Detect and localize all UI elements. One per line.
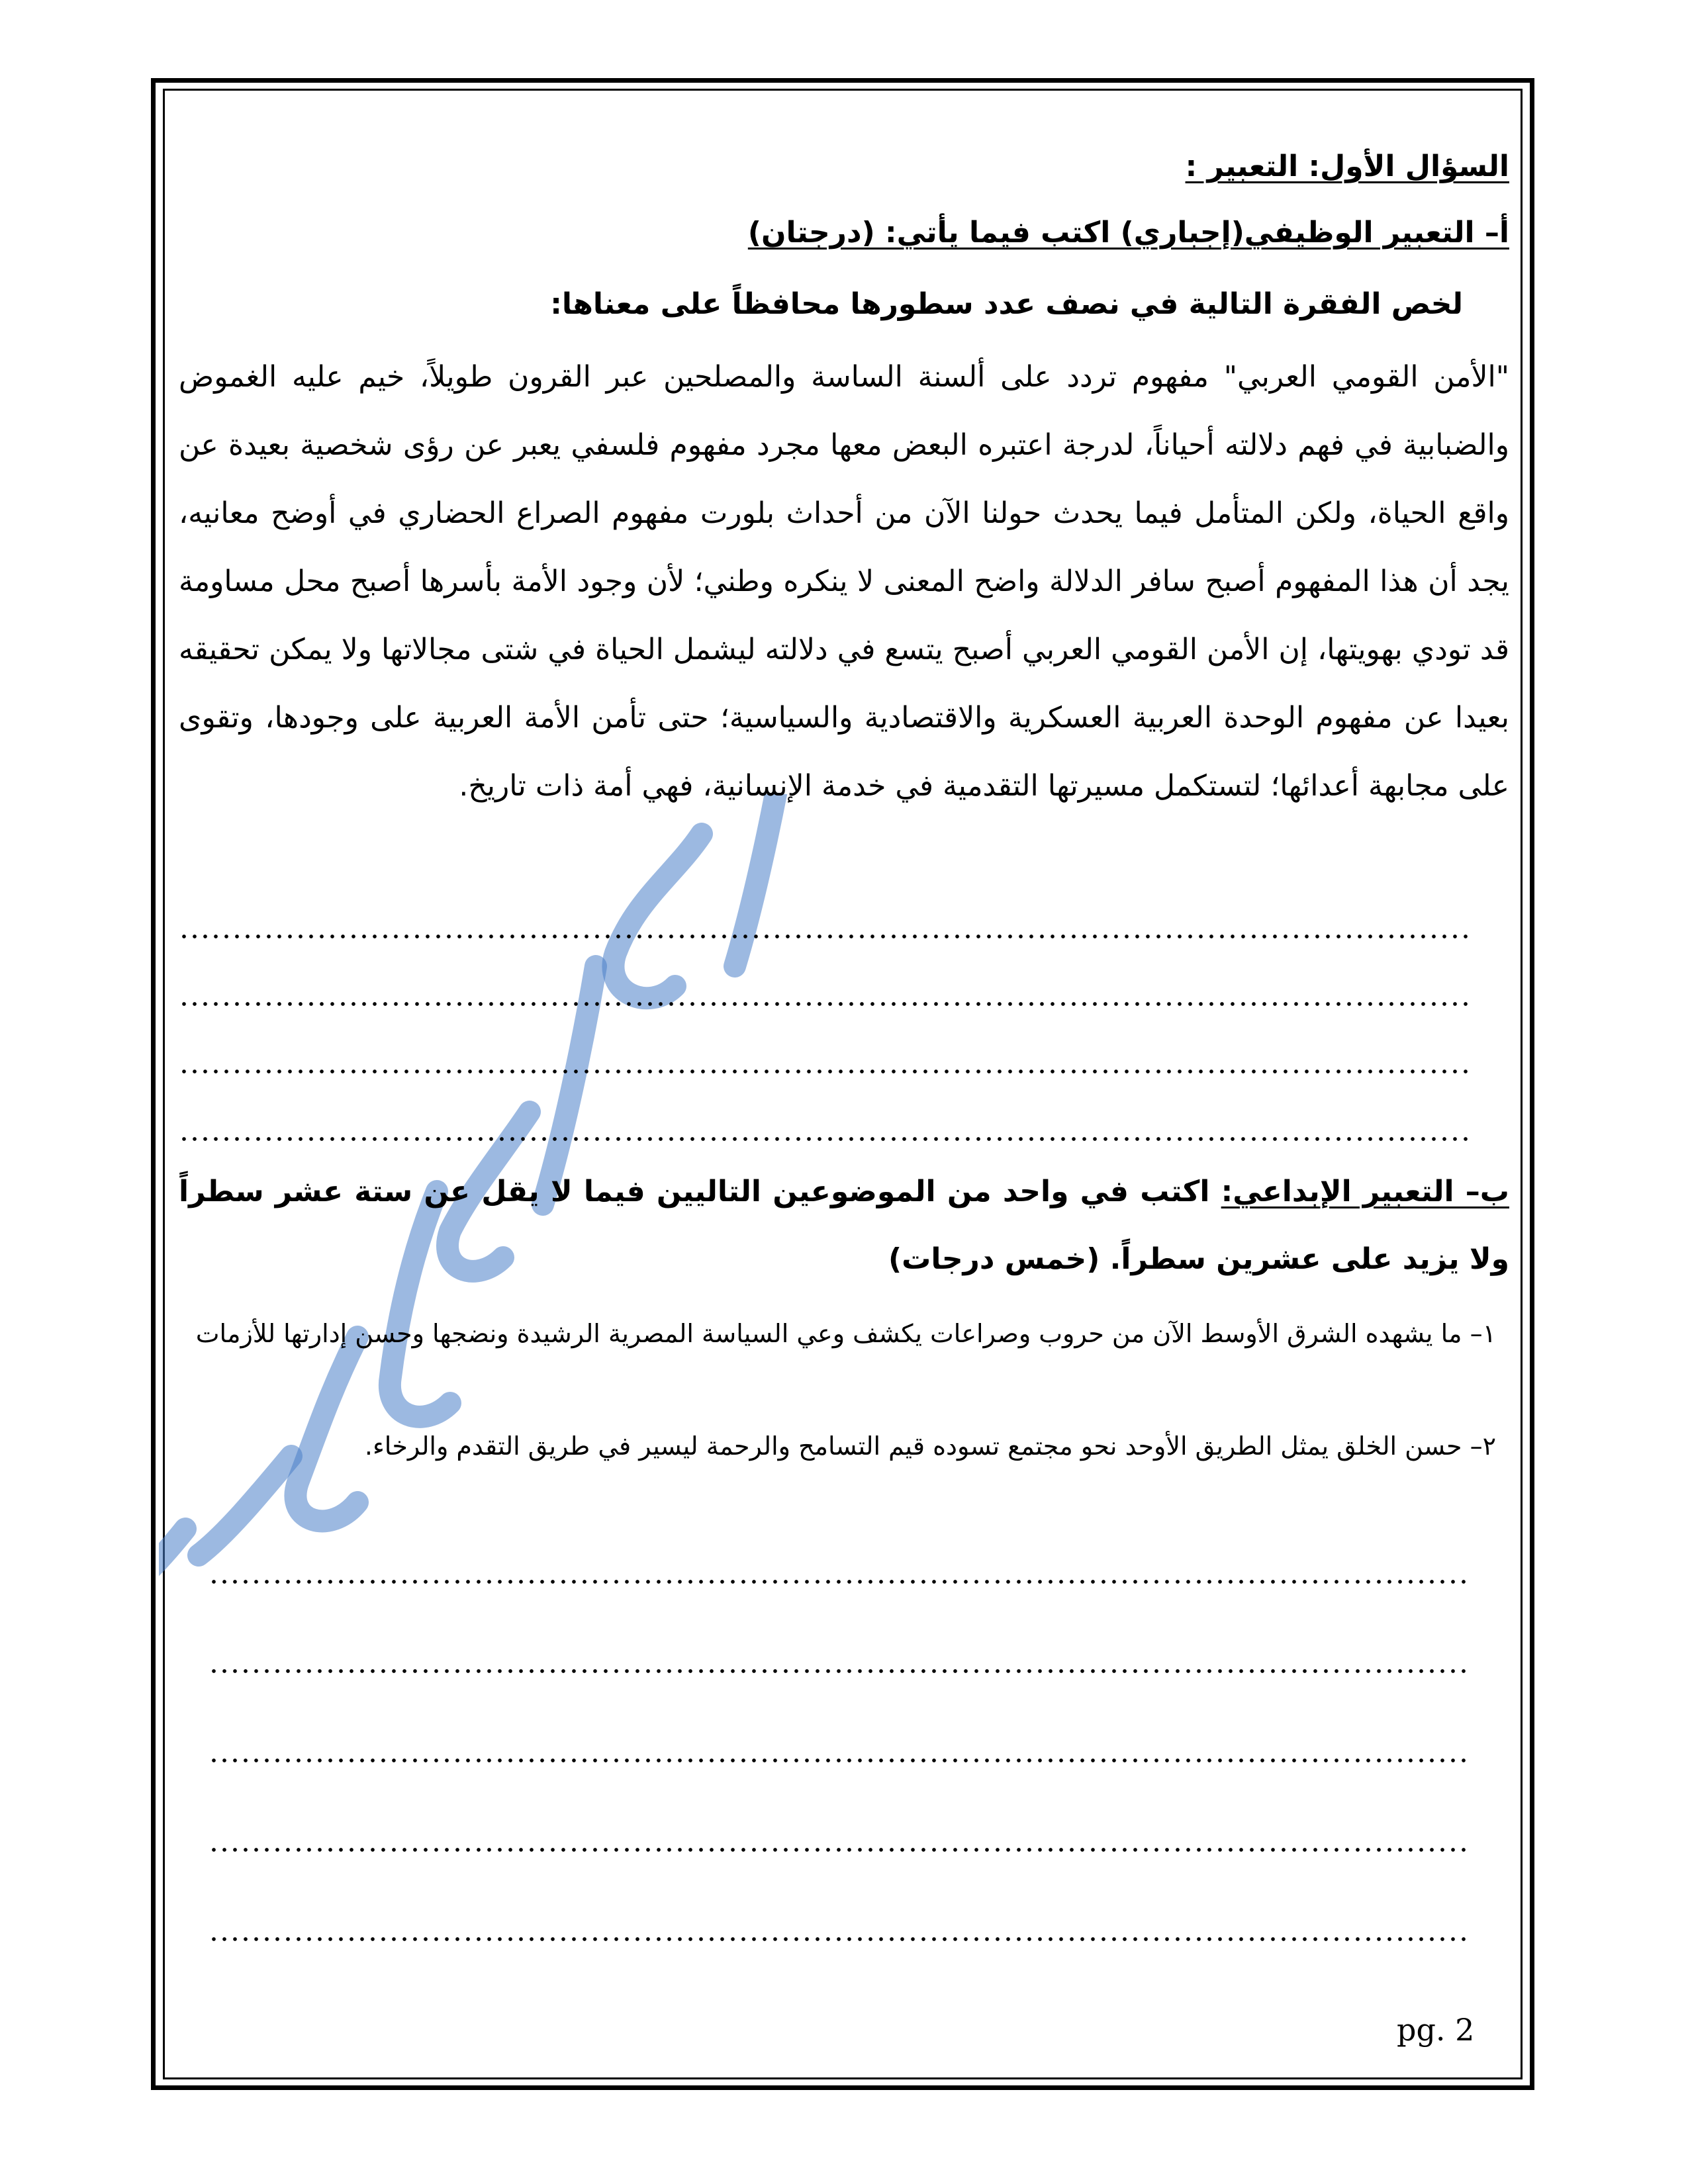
part-a-passage: "الأمن القومي العربي" مفهوم تردد على ألسنة الساسة والمصلحين عبر القرون طويلاً، خيم عليه الغموض والضبابية في فهم دلالته أحياناً، لدرجة اعتبره البعض معها مجرد مفهوم فلسفي يعبر عن رؤى شخصية بعيدة عن واقع الحياة، ولكن المتأمل فيما يحدث حولنا الآن من أحداث بلورت مفهوم الصراع الحضاري في أوضح معانيه، يجد أن هذا المفهوم أصبح سافر الدلالة واضح المعنى لا ينكره وطني؛ لأن وجود الأمة بأسرها أصبح محل مساومة قد تودي بهويتها، إن الأمن القومي العربي أصبح يتسع في دلالته ليشمل الحياة في شتى مجالاتها ولا يمكن تحقيقه بعيدا عن مفهوم الوحدة العربية العسكرية والاقتصادية والسياسية؛ حتى تأمن الأمة العربية على وجودها، وتقوى على مجابهة أعدائها؛ لتستكمل مسيرتها التقدمية في خدمة الإنسانية، فهي أمة ذات تاريخ. — [179, 360, 1509, 803]
answer-line — [209, 1669, 1466, 1673]
answer-line — [179, 1002, 1470, 1006]
answer-line — [209, 1848, 1466, 1852]
part-b-text: اكتب في واحد من الموضوعين التاليين فيما لا يقل عن ستة عشر سطراً ولا يزيد على عشرين سطراً. (خمس درجات) — [179, 1175, 1509, 1276]
answer-line — [209, 1758, 1466, 1762]
answer-line — [209, 1937, 1466, 1941]
topic-1: ١– ما يشهده الشرق الأوسط الآن من حروب وصراعات يكشف وعي السياسة المصرية الرشيدة ونضجها وحسن إدارتها للأزمات — [195, 1319, 1496, 1348]
part-b-label: ب– التعبير الإبداعي: — [1221, 1175, 1510, 1208]
page-number: pg. 2 — [1397, 2012, 1475, 2048]
question-title: السؤال الأول: التعبير : — [1185, 150, 1509, 183]
topic-2: ٢– حسن الخلق يمثل الطريق الأوحد نحو مجتمع تسوده قيم التسامح والرحمة ليسير في طريق التقدم والرخاء. — [364, 1432, 1496, 1461]
answer-line — [179, 1069, 1470, 1073]
exam-page-content — [179, 132, 1509, 2052]
answer-line — [209, 1580, 1466, 1584]
part-a-instruction: لخص الفقرة التالية في نصف عدد سطورها محافظاً على معناها: — [550, 287, 1463, 321]
part-b-heading — [179, 1158, 1509, 1293]
answer-line — [179, 934, 1470, 938]
part-a-heading: أ– التعبير الوظيفي(إجباري) اكتب فيما يأتي: (درجتان) — [747, 216, 1509, 250]
answer-line — [179, 1137, 1470, 1141]
